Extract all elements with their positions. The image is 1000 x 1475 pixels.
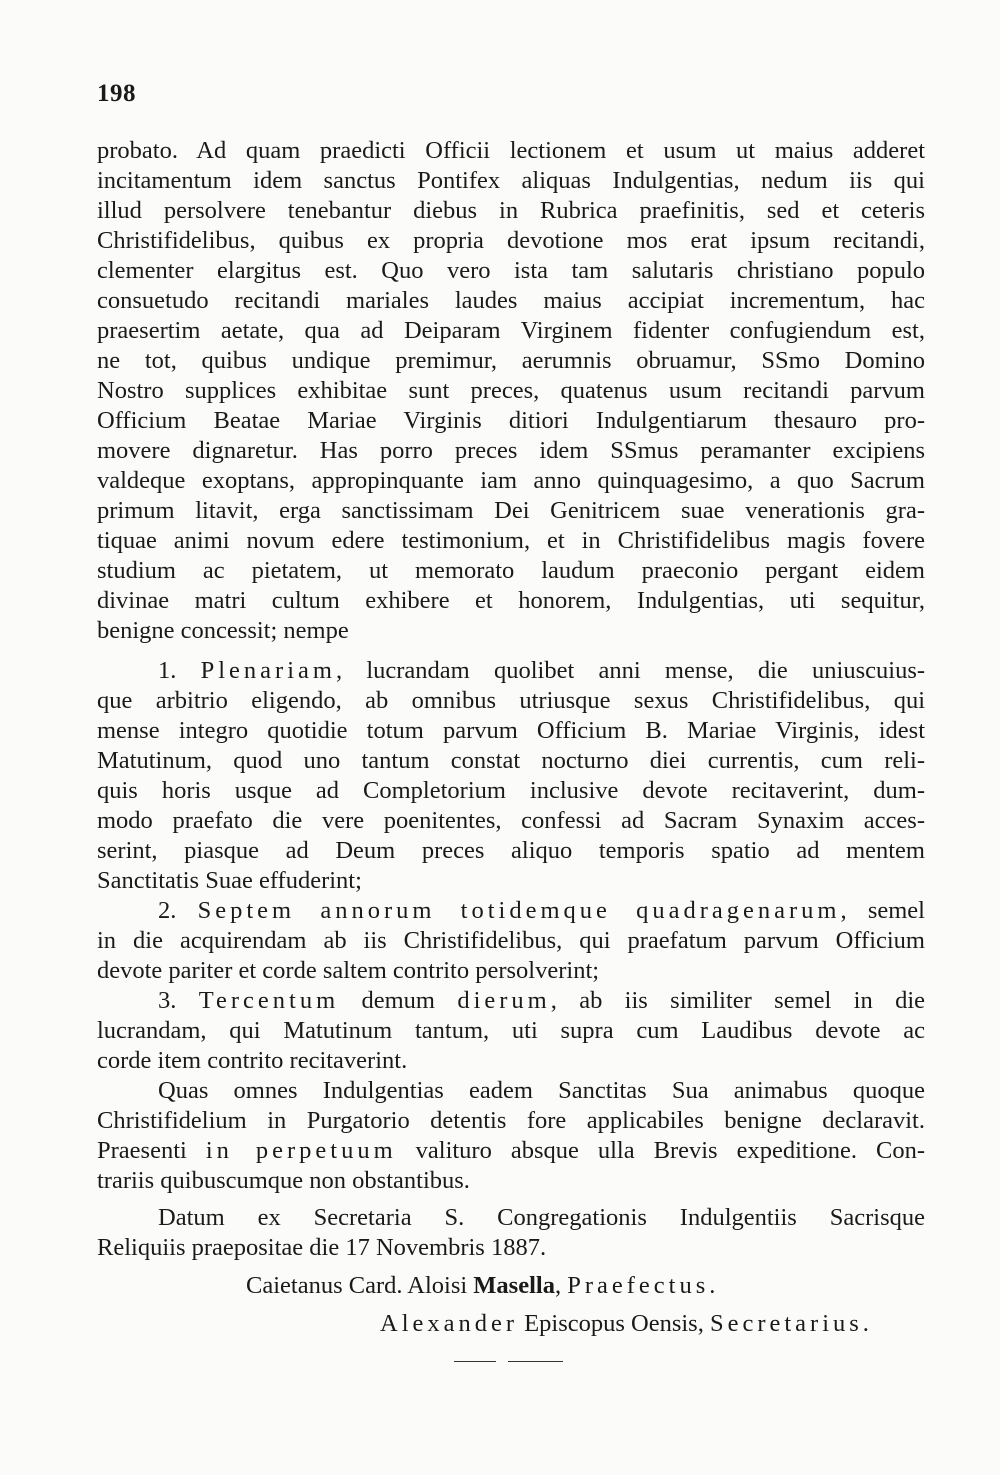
item-3-heading-b: dierum: [457, 987, 551, 1014]
item-2-line: devote pariter et corde saltem contrito persolverint;: [97, 957, 600, 984]
secretary-name: Alexander: [380, 1310, 519, 1337]
body-line: primum litavit, erga sanctissimam Dei Genitricem suae venerationis gra-: [97, 497, 925, 524]
item-2-line: in die acquirendam ab iis Christifidelibus, qui praefatum parvum Officium: [97, 927, 925, 954]
body-line: incitamentum idem sanctus Pontifex aliquas Indulgentias, nedum iis qui: [97, 167, 925, 194]
item-1-number: 1.: [158, 657, 177, 684]
body-line: ne tot, quibus undique premimur, aerumnis obruamur, SSmo Domino: [97, 347, 925, 374]
item-2-heading: Septem annorum totidemque quadragenarum: [197, 897, 841, 924]
item-2-first-line: [158, 896, 925, 926]
body-line: Christifidelibus, quibus ex propria devotione mos erat ipsum recitandi,: [97, 227, 925, 254]
item-1-line: serint, piasque ad Deum preces aliquo temporis spatio ad mentem: [97, 837, 925, 864]
item-3-line: corde item contrito recitaverint.: [97, 1047, 408, 1074]
signature-prefect: [246, 1271, 719, 1301]
prefect-sep: ,: [554, 1272, 568, 1299]
item-1-text: , lucrandam quolibet anni mense, die uniuscuius-: [335, 657, 926, 684]
body-line: praesertim aetate, qua ad Deiparam Virginem fidenter confugiendum est,: [97, 317, 925, 344]
item-2-number: 2.: [158, 897, 177, 924]
page-number: 198: [97, 80, 136, 107]
item-3-text: , ab iis similiter semel in die: [550, 987, 925, 1014]
item-3-first-line: [158, 986, 925, 1016]
item-1-heading: Plenariam: [200, 657, 336, 684]
body-line: valdeque exoptans, appropinquante iam anno quinquagesimo, a quo Sacrum: [97, 467, 925, 494]
prefect-surname: Masella: [473, 1272, 555, 1299]
signature-secretary: [380, 1309, 873, 1339]
item-3-number: 3.: [158, 987, 177, 1014]
body-line: movere dignaretur. Has porro preces idem SSmus peramanter excipiens: [97, 437, 925, 464]
body-line: studium ac pietatem, ut memorato laudum praeconio pergant eidem: [97, 557, 925, 584]
para-4-text-b: valituro absque ulla Brevis expeditione. Con-: [396, 1137, 925, 1164]
para-4-line-1: Quas omnes Indulgentias eadem Sanctitas Sua animabus quoque: [158, 1077, 925, 1104]
para-4-line-4: trariis quibuscumque non obstantibus.: [97, 1167, 470, 1194]
secretary-see: Episcopus Oensis,: [518, 1310, 710, 1337]
item-1-line: quis horis usque ad Completorium inclusive devote recitaverint, dum-: [97, 777, 925, 804]
body-line: probato. Ad quam praedicti Officii lectionem et usum ut maius adderet: [97, 137, 925, 164]
prefect-title: Praefectus.: [567, 1272, 720, 1299]
item-1-line: Sanctitatis Suae effuderint;: [97, 867, 362, 894]
item-1-first-line: [158, 656, 925, 686]
body-line: illud persolvere tenebantur diebus in Rubrica praefinitis, sed et ceteris: [97, 197, 925, 224]
item-1-line: modo praefato die vere poenitentes, confessi ad Sacram Synaxim acces-: [97, 807, 925, 834]
body-line: benigne concessit; nempe: [97, 617, 349, 644]
end-rule-left: [454, 1361, 496, 1362]
para-4-line-2: Christifidelium in Purgatorio detentis fore applicabiles benigne declaravit.: [97, 1107, 925, 1134]
item-3-line: lucrandam, qui Matutinum tantum, uti supra cum Laudibus devote ac: [97, 1017, 925, 1044]
body-line: consuetudo recitandi mariales laudes maius accipiat incrementum, hac: [97, 287, 925, 314]
secretary-title: Secretarius.: [709, 1310, 873, 1337]
end-rule-right: [508, 1361, 563, 1362]
body-line: Officium Beatae Mariae Virginis ditiori Indulgentiarum thesauro pro-: [97, 407, 925, 434]
item-1-line: mense integro quotidie totum parvum Officium B. Mariae Virginis, idest: [97, 717, 925, 744]
prefect-name: Caietanus Card. Aloisi: [246, 1272, 474, 1299]
body-line: divinae matri cultum exhibere et honorem, Indulgentias, uti sequitur,: [97, 587, 925, 614]
para-5-line-2: Reliquiis praepositae die 17 Novembris 1887.: [97, 1234, 547, 1261]
para-4-spaced: in perpetuum: [205, 1137, 397, 1164]
item-1-line: que arbitrio eligendo, ab omnibus utriusque sexus Christifidelibus, qui: [97, 687, 925, 714]
body-line: tiquae animi novum edere testimonium, et in Christifidelibus magis fovere: [97, 527, 925, 554]
para-4-text-a: Praesenti: [97, 1137, 206, 1164]
item-1-line: Matutinum, quod uno tantum constat nocturno diei currentis, cum reli-: [97, 747, 925, 774]
item-2-text: , semel: [840, 897, 925, 924]
body-line: clementer elargitus est. Quo vero ista tam salutaris christiano populo: [97, 257, 925, 284]
body-line: Nostro supplices exhibitae sunt preces, quatenus usum recitandi parvum: [97, 377, 925, 404]
item-3-mid: demum: [339, 987, 458, 1014]
para-5-line-1: Datum ex Secretaria S. Congregationis Indulgentiis Sacrisque: [158, 1204, 925, 1231]
item-3-heading-a: Tercentum: [198, 987, 340, 1014]
para-4-line-3: [97, 1136, 925, 1166]
